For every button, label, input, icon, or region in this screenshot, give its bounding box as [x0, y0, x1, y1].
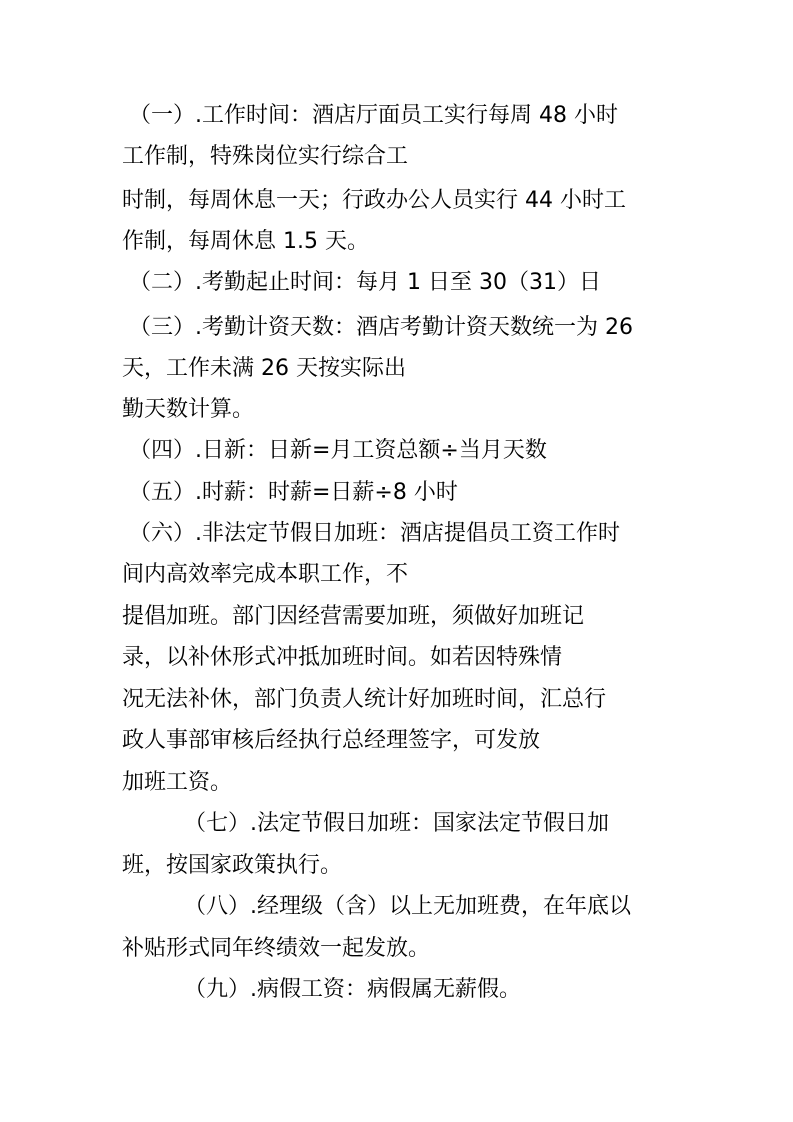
text-line-12: 间内高效率完成本职工作，不	[122, 562, 409, 587]
text-line-21: 补贴形式同年终绩效一起发放。	[122, 936, 431, 961]
text-line-16: 政人事部审核后经执行总经理签字，可发放	[122, 728, 541, 753]
text-line-14: 录，以补休形式冲抵加班时间。如若因特殊情	[122, 645, 563, 670]
text-line-3: 时制，每周休息一天；行政办公人员实行 44 小时工	[122, 188, 626, 213]
text-line-2: 工作制，特殊岗位实行综合工	[122, 144, 409, 169]
text-line-1: （一）.工作时间：酒店厅面员工实行每周 48 小时	[129, 103, 618, 128]
text-line-4: 作制，每周休息 1.5 天。	[122, 229, 369, 254]
text-line-6: （三）.考勤计资天数：酒店考勤计资天数统一为 26	[129, 315, 633, 340]
text-line-19: 班，按国家政策执行。	[122, 853, 343, 878]
text-line-9: （四）.日新：日新=月工资总额÷当月天数	[129, 438, 547, 463]
text-line-8: 勤天数计算。	[122, 397, 255, 422]
text-line-22: （九）.病假工资：病假属无薪假。	[184, 977, 521, 1002]
text-line-17: 加班工资。	[122, 770, 233, 795]
text-line-7: 天，工作未满 26 天按实际出	[122, 356, 406, 381]
text-line-10: （五）.时薪：时薪=日薪÷8 小时	[129, 480, 458, 505]
text-line-15: 况无法补休，部门负责人统计好加班时间，汇总行	[122, 687, 607, 712]
text-line-13: 提倡加班。部门因经营需要加班，须做好加班记	[122, 604, 585, 629]
text-line-5: （二）.考勤起止时间：每月 1 日至 30（31）日	[129, 270, 601, 295]
text-line-18: （七）.法定节假日加班：国家法定节假日加	[184, 811, 609, 836]
text-line-11: （六）.非法定节假日加班：酒店提倡员工资工作时	[129, 521, 620, 546]
text-line-20: （八）.经理级（含）以上无加班费，在年底以	[184, 894, 631, 919]
